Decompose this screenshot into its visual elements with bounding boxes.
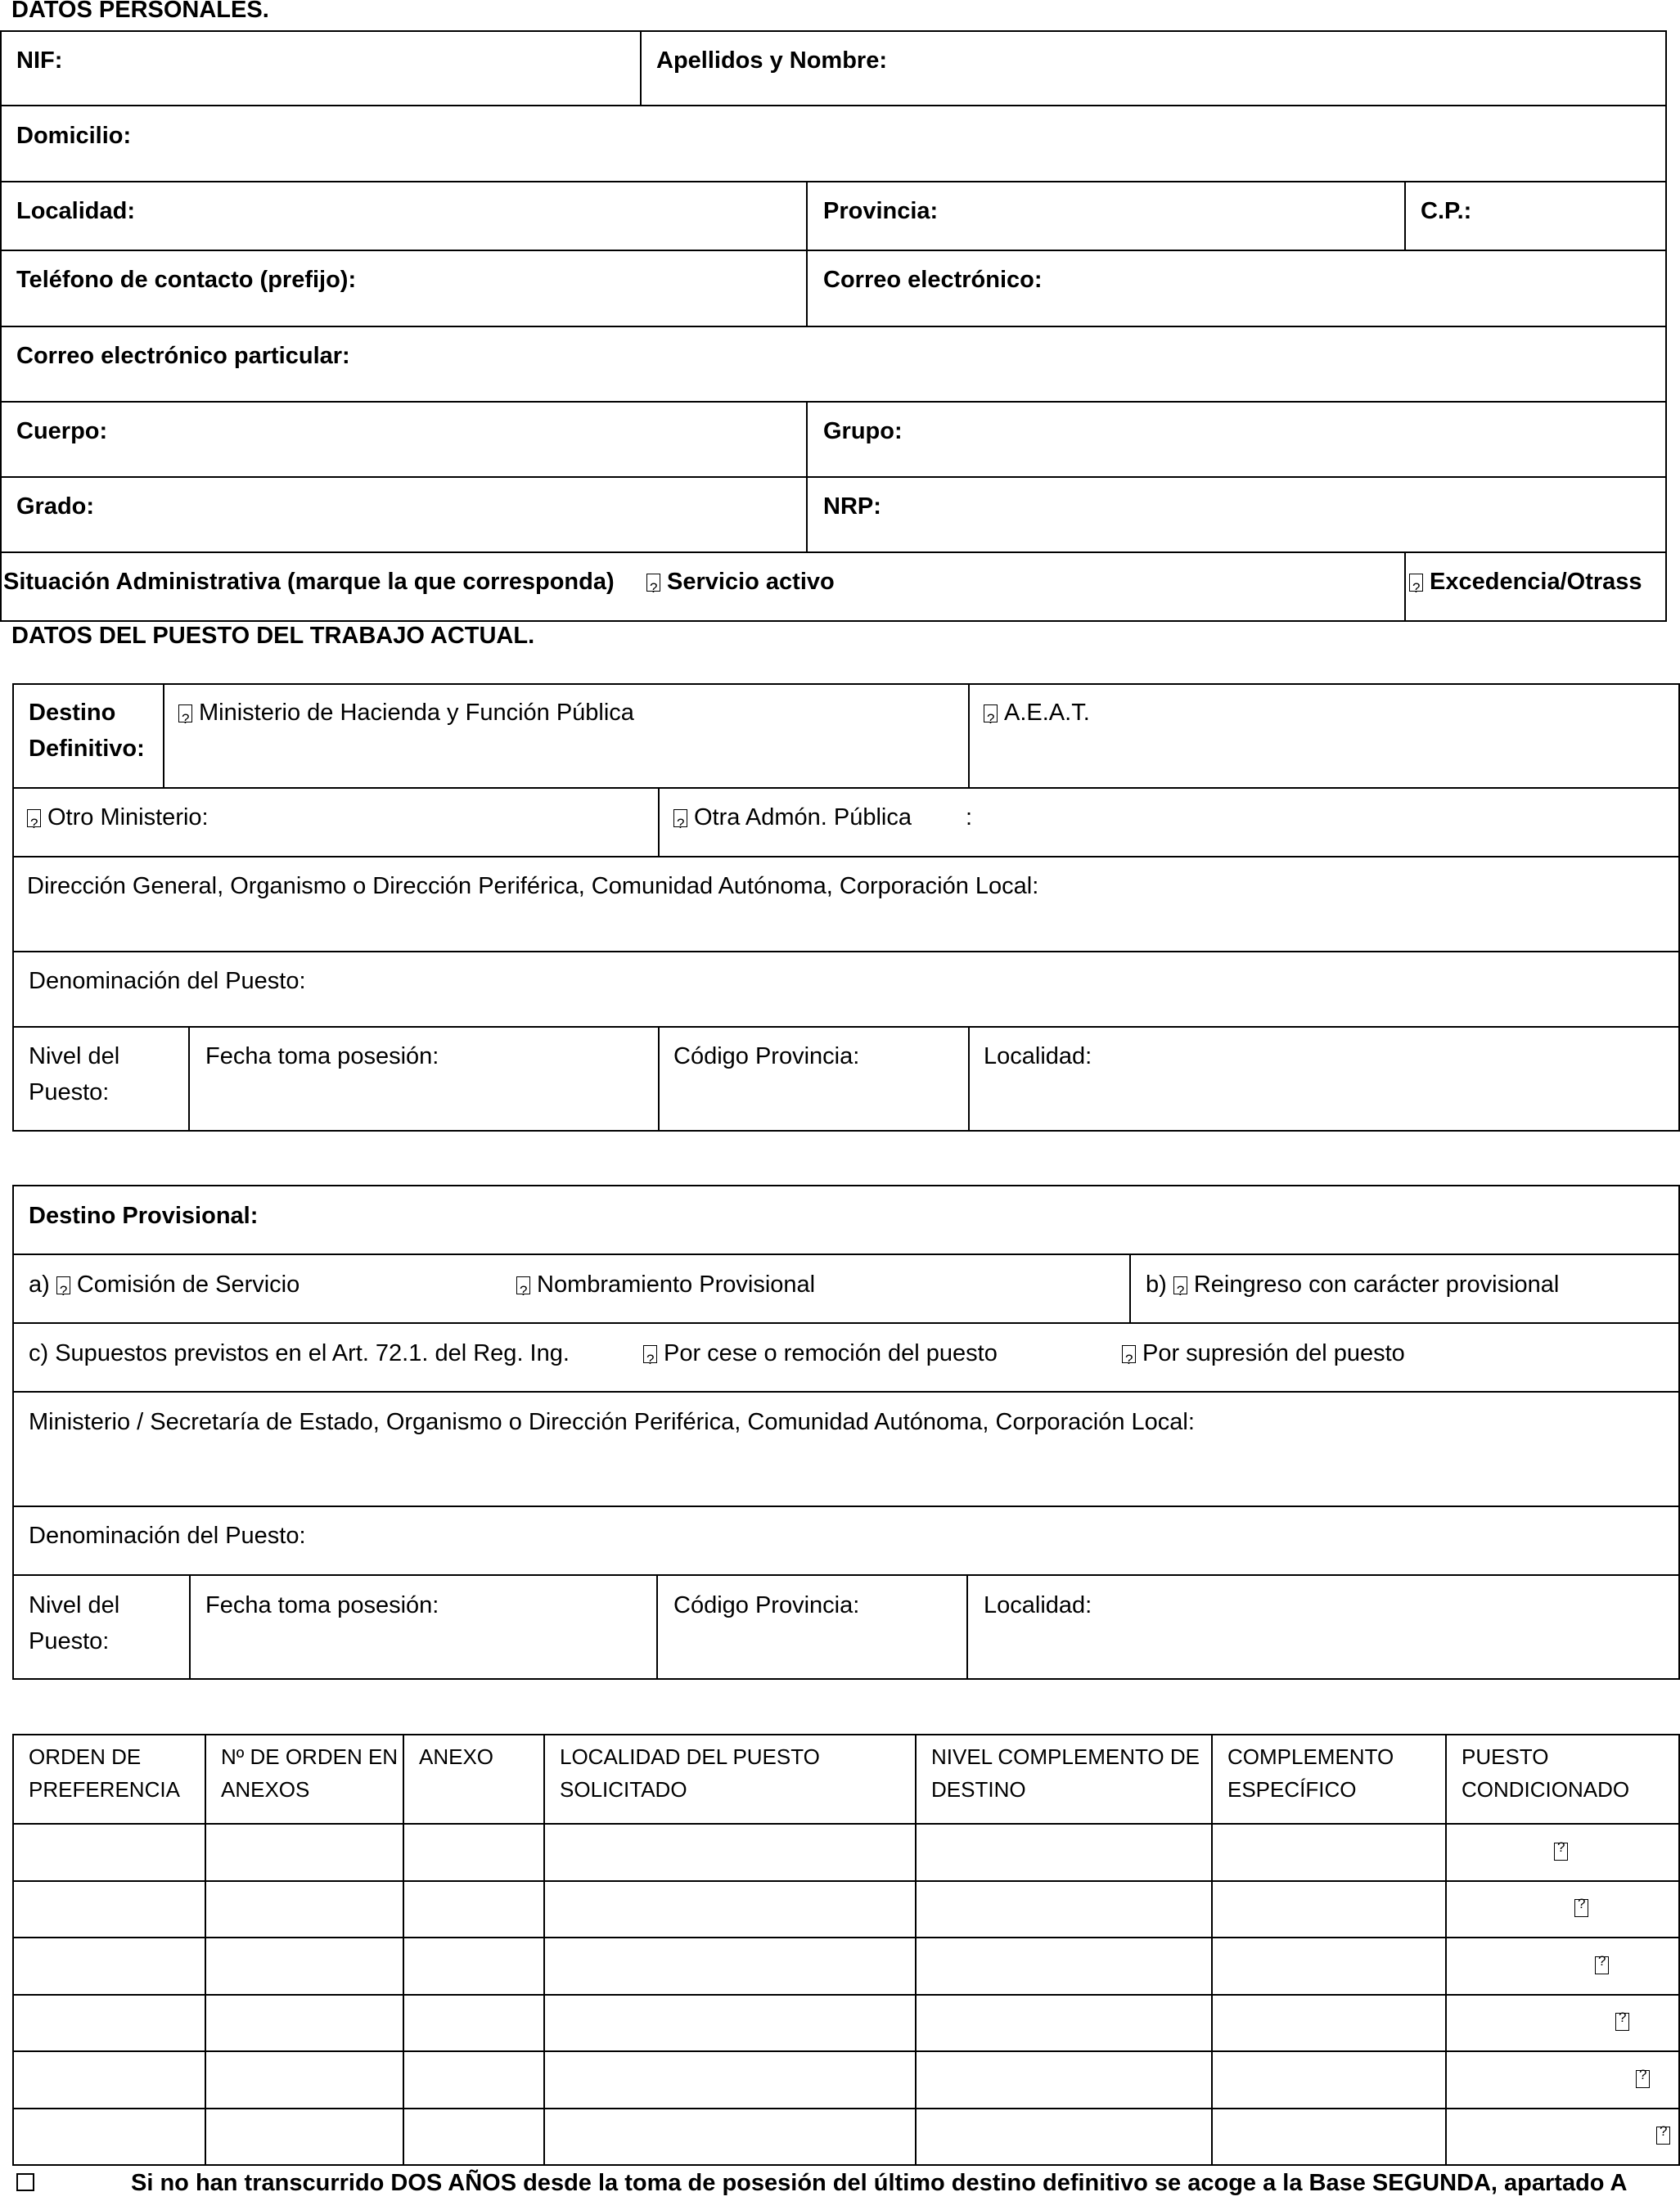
grado-label: Grado:	[16, 493, 95, 520]
destino-definitivo-label-2: Definitivo:	[29, 736, 145, 762]
situacion-label: Situación Administrativa (marque la que corresponda)	[3, 569, 615, 595]
provincia-label: Provincia:	[823, 198, 939, 224]
reingreso-label: Reingreso con carácter provisional	[1193, 1272, 1560, 1298]
excedencia-label: Excedencia/Otrass	[1430, 569, 1642, 595]
domicilio-label: Domicilio:	[16, 123, 132, 149]
cese-option[interactable]	[643, 1335, 998, 1371]
correo-particular-label: Correo electrónico particular:	[16, 343, 350, 369]
puesto-condicionado-checkbox[interactable]	[1595, 1956, 1609, 1974]
otro-ministerio-option[interactable]	[27, 799, 209, 835]
pref-header-2	[419, 1740, 493, 1773]
nivel-provisional-label-1: Nivel del	[29, 1592, 120, 1618]
checkbox-icon[interactable]	[1173, 1276, 1187, 1294]
section-title-actual: DATOS DEL PUESTO DEL TRABAJO ACTUAL.	[11, 623, 535, 649]
pref-table-border	[543, 1734, 545, 2166]
ministerio-hacienda-option[interactable]	[178, 695, 634, 731]
servicio-activo-option[interactable]	[646, 564, 835, 600]
puesto-condicionado-checkbox[interactable]	[1554, 1843, 1568, 1861]
checkbox-icon[interactable]	[56, 1276, 70, 1294]
puesto-condicionado-checkbox[interactable]	[1574, 1899, 1588, 1917]
pref-table-border	[12, 2050, 1680, 2052]
codigo-provincia-label: Código Provincia:	[673, 1043, 860, 1069]
aeat-option[interactable]	[984, 695, 1090, 731]
denominacion-provisional-label: Denominación del Puesto:	[29, 1523, 306, 1549]
pref-table-border	[12, 1734, 14, 2166]
pref-table-border	[1211, 1734, 1213, 2166]
footer-checkbox[interactable]	[16, 2173, 34, 2191]
pref-table-border	[205, 1734, 206, 2166]
checkbox-icon[interactable]	[1122, 1345, 1136, 1363]
nivel-label-1: Nivel del	[29, 1043, 120, 1069]
puesto-condicionado-checkbox[interactable]	[1615, 2013, 1629, 2031]
supuestos-label: c) Supuestos previstos en el Art. 72.1. del Reg. Ing.	[29, 1340, 570, 1366]
supresion-label: Por supresión del puesto	[1142, 1340, 1405, 1366]
personal-border-top	[0, 30, 1667, 32]
pref-header-line: PREFERENCIA	[29, 1777, 180, 1802]
destino-definitivo-label-1: Destino	[29, 700, 116, 726]
pref-header-line: ESPECÍFICO	[1227, 1777, 1357, 1802]
pref-header-line: ANEXO	[419, 1744, 494, 1769]
pref-header-line: CONDICIONADO	[1462, 1777, 1630, 1802]
codigo-provincia-provisional-label: Código Provincia:	[673, 1592, 860, 1618]
checkbox-icon[interactable]	[516, 1276, 530, 1294]
checkbox-icon[interactable]	[643, 1345, 657, 1363]
pref-table-border	[12, 1880, 1680, 1882]
nivel-label-2: Puesto:	[29, 1079, 110, 1105]
cese-label: Por cese o remoción del puesto	[664, 1340, 998, 1366]
fecha-label: Fecha toma posesión:	[205, 1043, 439, 1069]
nombramiento-option[interactable]	[516, 1267, 815, 1303]
reingreso-option[interactable]	[1146, 1267, 1559, 1303]
nombramiento-label: Nombramiento Provisional	[537, 1272, 816, 1298]
pref-table-border	[12, 1823, 1680, 1825]
excedencia-option[interactable]	[1409, 564, 1642, 600]
telefono-label: Teléfono de contacto (prefijo):	[16, 267, 357, 293]
pref-header-line: ANEXOS	[221, 1777, 310, 1802]
cp-label: C.P.:	[1421, 198, 1472, 224]
puesto-condicionado-checkbox[interactable]	[1656, 2127, 1670, 2145]
section-title-personal: DATOS PERSONALES.	[11, 0, 269, 23]
localidad-provisional-label: Localidad:	[984, 1592, 1092, 1618]
localidad-label: Localidad:	[16, 198, 136, 224]
b-prefix: b)	[1146, 1272, 1167, 1298]
pref-header-line: COMPLEMENTO	[1227, 1744, 1394, 1769]
nrp-label: NRP:	[823, 493, 881, 520]
pref-header-3	[560, 1740, 820, 1806]
servicio-activo-label: Servicio activo	[667, 569, 835, 595]
pref-table-border	[12, 1734, 1680, 1735]
apellidos-label: Apellidos y Nombre:	[656, 47, 887, 74]
checkbox-icon[interactable]	[646, 574, 660, 592]
checkbox-icon[interactable]	[27, 809, 41, 827]
pref-header-line: PUESTO	[1462, 1744, 1549, 1769]
otra-admon-option[interactable]	[673, 799, 912, 835]
checkbox-icon[interactable]	[1409, 574, 1423, 592]
pref-table-border	[12, 1994, 1680, 1996]
nivel-provisional-label-2: Puesto:	[29, 1628, 110, 1654]
otra-admon-label: Otra Admón. Pública	[694, 804, 912, 830]
ministerio-provisional-label: Ministerio / Secretaría de Estado, Organismo o Dirección Periférica, Comunidad Autónoma, Corporación Local:	[29, 1409, 1195, 1435]
nif-label: NIF:	[16, 47, 63, 74]
supresion-option[interactable]	[1122, 1335, 1405, 1371]
pref-header-5	[1227, 1740, 1394, 1806]
localidad-label: Localidad:	[984, 1043, 1092, 1069]
aeat-label: A.E.A.T.	[1004, 700, 1090, 726]
pref-table-border	[12, 2108, 1680, 2109]
pref-table-border	[915, 1734, 917, 2166]
pref-table-border	[12, 1937, 1680, 1938]
pref-header-line: DESTINO	[931, 1777, 1026, 1802]
grupo-label: Grupo:	[823, 418, 903, 444]
puesto-condicionado-checkbox[interactable]	[1636, 2070, 1650, 2088]
destino-provisional-title: Destino Provisional:	[29, 1203, 259, 1229]
comision-label: Comisión de Servicio	[76, 1272, 300, 1298]
otra-admon-colon: :	[966, 804, 973, 830]
direccion-general-label: Dirección General, Organismo o Dirección Periférica, Comunidad Autónoma, Corporación Local:	[27, 873, 1039, 899]
pref-header-0	[29, 1740, 180, 1806]
pref-header-1	[221, 1740, 398, 1806]
pref-header-line: LOCALIDAD DEL PUESTO	[560, 1744, 820, 1769]
checkbox-icon[interactable]	[178, 704, 192, 722]
checkbox-icon[interactable]	[984, 704, 998, 722]
pref-header-6	[1462, 1740, 1629, 1806]
correo-label: Correo electrónico:	[823, 267, 1043, 293]
pref-table-border	[1445, 1734, 1447, 2166]
pref-header-line: NIVEL COMPLEMENTO DE	[931, 1744, 1200, 1769]
otro-ministerio-label: Otro Ministerio:	[47, 804, 209, 830]
cuerpo-label: Cuerpo:	[16, 418, 108, 444]
footer-text: Si no han transcurrido DOS AÑOS desde la toma de posesión del último destino definitivo se acoge a la Base SEGUNDA, apartado A	[131, 2170, 1628, 2196]
fecha-provisional-label: Fecha toma posesión:	[205, 1592, 439, 1618]
pref-header-4	[931, 1740, 1200, 1806]
pref-table-border	[403, 1734, 404, 2166]
a-prefix: a)	[29, 1272, 50, 1298]
denominacion-label: Denominación del Puesto:	[29, 968, 306, 994]
pref-header-line: Nº DE ORDEN EN	[221, 1744, 399, 1769]
comision-option[interactable]	[29, 1267, 300, 1303]
pref-header-line: ORDEN DE	[29, 1744, 142, 1769]
ministerio-hacienda-label: Ministerio de Hacienda y Función Pública	[199, 700, 634, 726]
pref-header-line: SOLICITADO	[560, 1777, 687, 1802]
checkbox-icon[interactable]	[673, 809, 687, 827]
